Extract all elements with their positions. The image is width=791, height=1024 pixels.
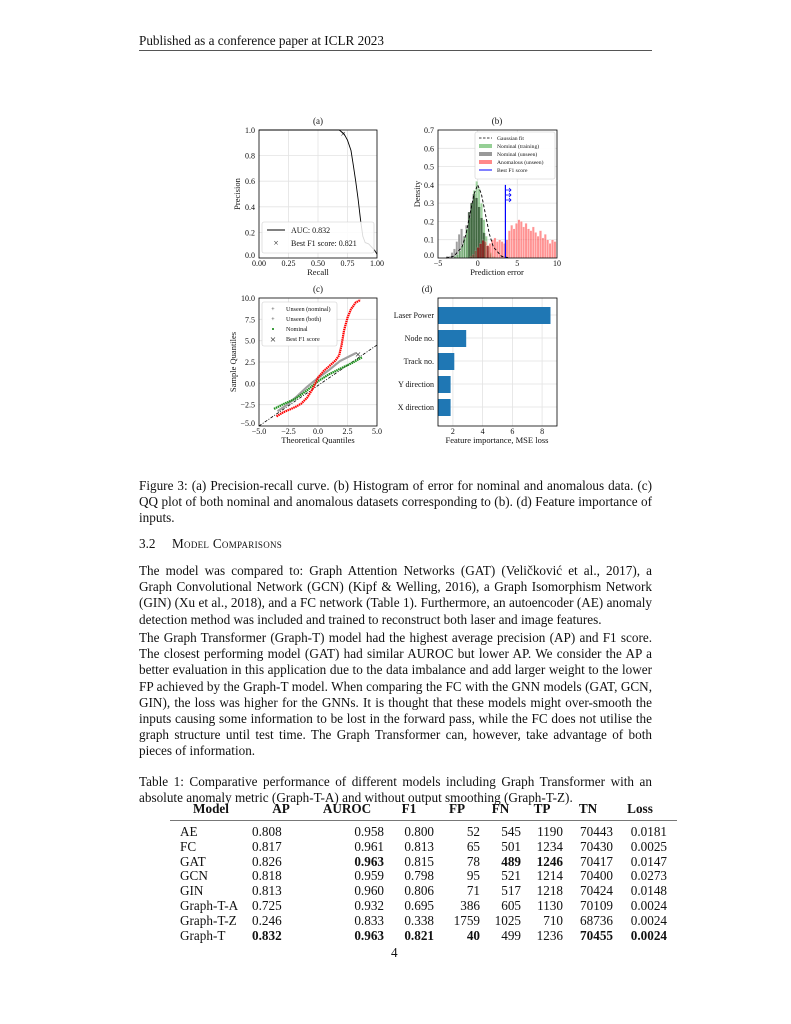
cell-tp: 1130 — [537, 897, 563, 913]
svg-text:5.0: 5.0 — [372, 427, 382, 436]
svg-text:Best F1 score: Best F1 score — [286, 336, 320, 343]
cell-fp: 40 — [466, 927, 480, 943]
cell-ap: 0.813 — [252, 883, 282, 899]
cell-ap: 0.818 — [252, 868, 282, 884]
table-row — [170, 884, 677, 899]
cell-tn: 70417 — [580, 853, 613, 869]
table-body — [170, 821, 677, 944]
cell-auroc: 0.959 — [354, 868, 384, 884]
svg-text:0.2: 0.2 — [245, 228, 255, 238]
svg-text:0.25: 0.25 — [281, 259, 296, 268]
cell-loss: 0.0147 — [630, 853, 667, 869]
svg-text:Best F1 score: Best F1 score — [497, 168, 528, 174]
cell-auroc: 0.960 — [354, 883, 384, 899]
cell-loss: 0.0024 — [630, 897, 667, 913]
cell-auroc: 0.963 — [354, 927, 384, 943]
svg-text:X direction: X direction — [397, 403, 434, 412]
table-row — [170, 929, 677, 944]
svg-text:6: 6 — [510, 427, 515, 436]
panel-label-a: (a) — [313, 116, 323, 126]
col-header-ap: AP — [252, 800, 310, 821]
svg-text:−5.0: −5.0 — [240, 419, 255, 428]
cell-ap: 0.246 — [252, 912, 282, 928]
panel-label-b: (b) — [491, 116, 503, 126]
svg-text:8: 8 — [540, 427, 545, 436]
cell-fp: 65 — [466, 838, 480, 854]
cell-f1: 0.695 — [404, 897, 434, 913]
cell-tp: 1236 — [536, 927, 563, 943]
svg-text:0.6: 0.6 — [245, 177, 255, 187]
svg-text:0.5: 0.5 — [424, 162, 434, 172]
xlabel-d: Feature importance, MSE loss — [445, 435, 549, 445]
svg-text:0.0: 0.0 — [245, 251, 255, 260]
col-header-fn: FN — [480, 800, 521, 821]
cell-ap: 0.725 — [252, 897, 282, 913]
legend-c — [262, 302, 337, 346]
bar-laser-power — [438, 307, 551, 324]
cell-tp: 710 — [543, 912, 563, 928]
cell-tn: 70430 — [580, 838, 613, 854]
cell-tn: 70443 — [580, 824, 613, 839]
cell-f1: 0.806 — [404, 883, 434, 899]
svg-text:5: 5 — [515, 259, 520, 268]
svg-text:×: × — [269, 334, 277, 346]
svg-text:0: 0 — [475, 259, 480, 268]
svg-text:0.4: 0.4 — [245, 202, 255, 212]
cell-fn: 499 — [501, 927, 521, 943]
svg-text:2: 2 — [450, 427, 455, 436]
cell-auroc: 0.932 — [354, 897, 384, 913]
cell-ap: 0.832 — [252, 927, 282, 943]
cell-tn: 70109 — [580, 897, 613, 913]
panel-b-histogram — [412, 116, 561, 277]
svg-text:0.4: 0.4 — [424, 180, 434, 190]
cell-tp: 1190 — [537, 824, 563, 839]
cell-fn: 605 — [501, 897, 521, 913]
cell-fp: 386 — [460, 897, 480, 913]
section-number: 3.2 — [139, 536, 156, 551]
legend-a — [262, 222, 374, 253]
figure-caption: Figure 3: (a) Precision-recall curve. (b) Histogram of error for nominal and anomalous data. (c) QQ plot of both nominal and anomalous datasets corresponding to (b). (d) Feature importance of inputs. — [139, 478, 652, 525]
results-table — [170, 800, 677, 943]
cell-fn: 1025 — [494, 912, 521, 928]
cell-model: GAT — [180, 853, 206, 869]
cell-tn: 68736 — [580, 912, 613, 928]
table-row — [170, 914, 677, 929]
cell-fn: 521 — [501, 868, 521, 884]
svg-text:7.5: 7.5 — [245, 315, 255, 325]
svg-text:10: 10 — [553, 259, 561, 268]
bar-y-direction — [438, 376, 451, 393]
paragraph-graph-transformer-results: The Graph Transformer (Graph-T) model had the highest average precision (AP) and F1 score. The closest performing model (GAT) had similar AUROC but lower AP. We consider the AP a better evaluation in this application due to the data imbalance and add larger weight to the lower FP achieved by the Graph-T model. When comparing the FC with the GNN models (GAT, GCN, GIN), the loss was higher for the GNNs. It is thought that these models might over-smooth the inputs causing some information to be lost in the forward pass, while the FC does not utilise the graph structure until test time. The Graph Transformer can, however, take advantage of both pieces of information. — [139, 630, 652, 759]
svg-text:0.50: 0.50 — [311, 259, 325, 268]
best-f1-marker: × — [340, 129, 346, 139]
cell-model: Graph-T-A — [180, 897, 239, 913]
cell-model: Graph-T-Z — [180, 912, 237, 928]
cell-fn: 489 — [501, 853, 521, 869]
cell-loss: 0.0148 — [630, 883, 667, 899]
col-header-f1: F1 — [384, 800, 434, 821]
svg-text:Node no.: Node no. — [404, 334, 434, 343]
panel-label-d: (d) — [421, 284, 433, 294]
svg-text:−2.5: −2.5 — [281, 427, 296, 436]
xlabel-b: Prediction error — [470, 267, 524, 277]
svg-text:0.8: 0.8 — [245, 151, 255, 161]
svg-text:−5: −5 — [433, 259, 443, 268]
section-title: Model Comparisons — [172, 536, 283, 551]
table-header-row — [170, 800, 677, 821]
svg-text:0.3: 0.3 — [424, 199, 434, 209]
cell-model: GCN — [180, 868, 208, 884]
svg-text:Laser Power: Laser Power — [393, 311, 434, 320]
cell-model: FC — [180, 838, 197, 854]
panel-d-feature-importance — [394, 284, 557, 445]
svg-text:2.5: 2.5 — [342, 427, 353, 436]
cell-fp: 78 — [466, 853, 480, 869]
cell-fp: 1759 — [453, 912, 480, 928]
panel-c-qq-plot — [228, 284, 382, 445]
col-header-tp: TP — [521, 800, 563, 821]
table-row — [170, 855, 677, 870]
cell-loss: 0.0024 — [630, 927, 667, 943]
svg-text:4: 4 — [480, 427, 485, 436]
col-header-auroc: AUROC — [310, 800, 384, 821]
ylabel-a: Precision — [232, 178, 242, 210]
cell-model: GIN — [180, 883, 204, 899]
cell-auroc: 0.958 — [354, 824, 384, 839]
best-f1-arrows — [505, 188, 511, 202]
cell-ap: 0.826 — [252, 853, 282, 869]
svg-text:0.0: 0.0 — [245, 379, 255, 389]
legend-b — [475, 132, 555, 179]
bar-node-no — [438, 330, 466, 347]
cell-f1: 0.813 — [404, 838, 434, 854]
svg-text:Best F1 score: 0.821: Best F1 score: 0.821 — [291, 239, 357, 248]
cell-ap: 0.817 — [252, 838, 282, 854]
cell-fn: 517 — [501, 883, 521, 899]
svg-text:Nominal: Nominal — [286, 326, 308, 333]
svg-text:+: + — [271, 307, 275, 313]
cell-loss: 0.0181 — [630, 824, 667, 839]
cell-model: Graph-T — [180, 927, 226, 943]
svg-text:0.0: 0.0 — [313, 427, 323, 436]
svg-text:2.5: 2.5 — [245, 358, 255, 367]
svg-text:Nominal (training): Nominal (training) — [497, 144, 540, 150]
cell-model: AE — [180, 824, 198, 839]
svg-text:0.00: 0.00 — [252, 259, 266, 268]
svg-text:0.75: 0.75 — [340, 259, 355, 268]
table-row — [170, 869, 677, 884]
svg-text:Gaussian fit: Gaussian fit — [497, 136, 524, 142]
svg-text:Nominal (unseen): Nominal (unseen) — [497, 152, 538, 158]
svg-text:1.0: 1.0 — [245, 126, 255, 135]
svg-text:Unseen (both): Unseen (both) — [286, 316, 322, 323]
svg-text:10.0: 10.0 — [241, 294, 255, 303]
cell-fp: 71 — [466, 883, 480, 899]
cell-f1: 0.338 — [404, 912, 434, 928]
cell-loss: 0.0025 — [630, 838, 667, 854]
svg-text:0.7: 0.7 — [424, 126, 434, 135]
svg-text:0.2: 0.2 — [424, 217, 434, 227]
cell-fn: 545 — [501, 824, 521, 839]
ylabel-b: Density — [412, 180, 422, 208]
svg-text:5.0: 5.0 — [245, 336, 255, 346]
svg-text:0.1: 0.1 — [424, 235, 434, 245]
svg-text:1.00: 1.00 — [370, 259, 384, 268]
cell-tp: 1246 — [536, 853, 563, 869]
running-header: Published as a conference paper at ICLR 2023 — [139, 33, 384, 48]
table-row — [170, 821, 677, 840]
cell-tp: 1214 — [536, 868, 563, 884]
cell-loss: 0.0273 — [630, 868, 667, 884]
qq-best-f1-marker: × — [354, 349, 362, 361]
cell-auroc: 0.961 — [354, 838, 384, 854]
svg-text:×: × — [273, 238, 279, 248]
svg-text:−5.0: −5.0 — [251, 427, 267, 436]
table-caption: Table 1: Comparative performance of different models including Graph Transformer with an absolute anomaly metric (Graph-T-A) and without output smoothing (Graph-T-Z). — [139, 774, 652, 805]
cell-f1: 0.800 — [404, 824, 434, 839]
svg-text:Y direction: Y direction — [398, 380, 434, 389]
bar-track-no — [438, 353, 454, 370]
cell-fn: 501 — [501, 838, 521, 854]
section-heading — [139, 536, 282, 552]
xlabel-a: Recall — [307, 267, 329, 277]
col-header-tn: TN — [563, 800, 613, 821]
cell-f1: 0.815 — [404, 853, 434, 869]
xlabel-c: Theoretical Quantiles — [281, 435, 355, 445]
bar-x-direction — [438, 399, 451, 416]
cell-tn: 70424 — [580, 883, 613, 899]
category-labels-d — [394, 311, 435, 412]
svg-text:AUC: 0.832: AUC: 0.832 — [291, 226, 331, 235]
feature-bars — [438, 307, 551, 416]
col-header-model: Model — [170, 800, 252, 821]
svg-text:+: + — [271, 317, 275, 323]
svg-text:Unseen (nominal): Unseen (nominal) — [286, 306, 331, 313]
page-number: 4 — [391, 945, 398, 960]
table-row — [170, 840, 677, 855]
cell-tn: 70400 — [580, 868, 613, 884]
cell-auroc: 0.833 — [354, 912, 384, 928]
svg-text:Anomalous (unseen): Anomalous (unseen) — [497, 160, 544, 166]
svg-text:Track no.: Track no. — [403, 357, 434, 366]
cell-tp: 1234 — [536, 838, 563, 854]
panel-a-precision-recall — [232, 116, 384, 277]
col-header-fp: FP — [434, 800, 480, 821]
panel-label-c: (c) — [313, 284, 323, 294]
svg-text:−2.5: −2.5 — [240, 400, 255, 410]
cell-f1: 0.821 — [404, 927, 434, 943]
cell-ap: 0.808 — [252, 824, 282, 839]
paragraph-model-comparison: The model was compared to: Graph Attention Networks (GAT) (Veličković et al., 2017), a Graph Convolutional Network (GCN) (Kipf & Welling, 2016), a Graph Isomorphism Network (GIN) (Xu et al., 2018), and a FC network (Table 1). Furthermore, an autoencoder (AE) anomaly detection method was included and trained to reconstruct both laser and image features. — [139, 563, 652, 627]
cell-loss: 0.0024 — [630, 912, 667, 928]
table-row — [170, 899, 677, 914]
ylabel-c: Sample Quantiles — [228, 331, 238, 393]
cell-fp: 52 — [466, 824, 480, 839]
figure-3 — [0, 0, 791, 470]
svg-text:0.0: 0.0 — [424, 251, 434, 260]
cell-auroc: 0.963 — [354, 853, 384, 869]
svg-text:0.6: 0.6 — [424, 144, 434, 154]
cell-fp: 95 — [466, 868, 480, 884]
cell-tn: 70455 — [580, 927, 613, 943]
cell-f1: 0.798 — [404, 868, 434, 884]
cell-tp: 1218 — [536, 883, 563, 899]
col-header-loss: Loss — [613, 800, 677, 821]
